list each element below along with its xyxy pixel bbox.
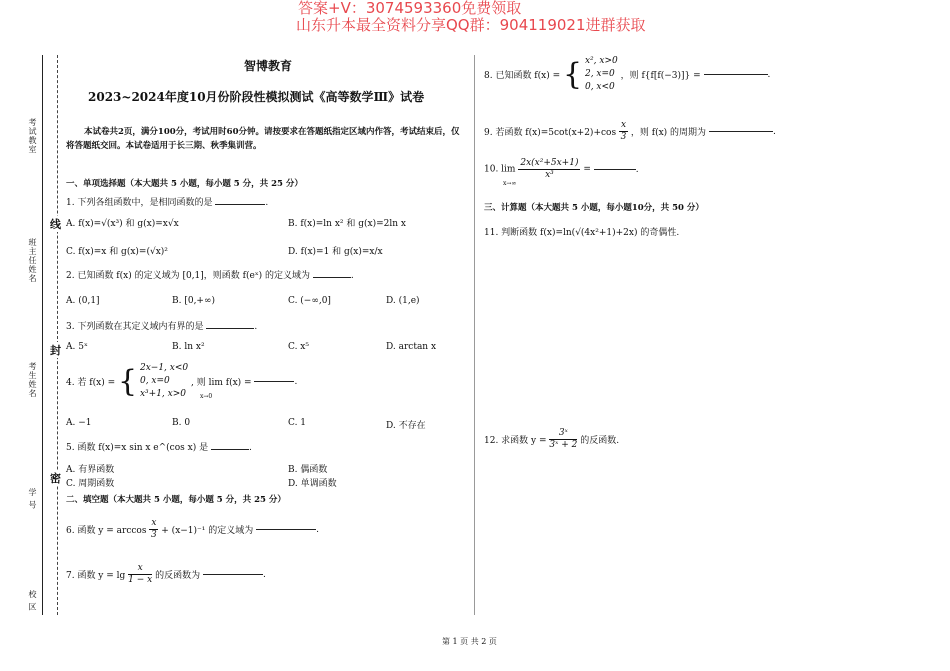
label-teacher-name: 班主任姓名	[28, 238, 37, 283]
q11-stem: 11. 判断函数 f(x)=ln(√(4x²+1)+2x) 的奇偶性.	[484, 228, 680, 238]
q1-option-c: C. f(x)=x 和 g(x)=(√x)²	[66, 247, 168, 257]
q12-stem: 12. 求函数 y = $\frac{\text{3ˣ}}{\text{3ˣ + 2}}$ 的反函数.	[484, 428, 620, 450]
q8-stem: 8. 已知函数 f(x) = { x², x>0 2, x=0 0, x<0 ，则 f{f[f(−3)]} = .	[484, 56, 771, 92]
q3-option-c: C. x⁵	[288, 342, 309, 352]
q7-stem: 7. 函数 y = lg $\frac{x}{1 - x}$ 的反函数为 .	[66, 563, 266, 585]
section1-heading: 一、单项选择题（本大题共 5 小题，每小题 5 分，共 25 分）	[66, 179, 303, 189]
q2-option-b: B. [0,+∞)	[172, 296, 215, 306]
exam-instructions: 本试卷共2页，满分100分，考试用时60分钟。请按要求在答题纸指定区域内作答，考试结束后，仅将答题纸交回。本试卷适用于长三期、秋季集训营。	[66, 127, 460, 151]
q5-option-d: D. 单调函数	[288, 479, 337, 489]
section2-heading: 二、填空题（本大题共 5 小题，每小题 5 分，共 25 分）	[66, 495, 286, 505]
q4-option-b: B. 0	[172, 418, 191, 428]
label-student-name: 考生姓名	[28, 362, 37, 398]
seal-char-seal: 封	[50, 344, 61, 357]
q4-stem: 4. 若 f(x) = { 2x−1, x<0 0, x=0 x³+1, x>0 , 则 lim f(x) = .	[66, 363, 298, 399]
q1-option-b: B. f(x)=ln x² 和 g(x)=2ln x	[288, 219, 406, 229]
q1-option-d: D. f(x)=1 和 g(x)=x/x	[288, 247, 383, 257]
q4-option-c: C. 1	[288, 418, 307, 428]
q3-option-b: B. ln x²	[172, 342, 205, 352]
binding-line-outer	[42, 55, 43, 615]
label-exam-room: 考试教室	[28, 118, 37, 154]
q3-stem: 3. 下列函数在其定义域内有界的是 .	[66, 322, 258, 332]
watermark-line-1: 答案+V：3074593360免费领取	[298, 0, 522, 17]
q2-stem: 2. 已知函数 f(x) 的定义域为 [0,1]，则函数 f(eˣ) 的定义域为 .	[66, 271, 354, 281]
seal-char-line: 线	[50, 218, 61, 231]
q1-option-a: A. f(x)=√(x³) 和 g(x)=x√x	[66, 219, 179, 229]
q2-option-a: A. (0,1]	[66, 296, 100, 306]
q5-stem: 5. 函数 f(x)=x sin x e^(cos x) 是 .	[66, 443, 252, 453]
q5-option-a: A. 有界函数	[66, 465, 115, 475]
column-divider	[474, 55, 475, 615]
binding-line-dashed	[57, 55, 59, 615]
q1-stem: 1. 下列各组函数中，是相同函数的是 .	[66, 198, 269, 208]
q4-lim-sub: x→0	[200, 393, 213, 400]
exam-title: 2023~2024年度10月份阶段性模拟测试《高等数学Ⅲ》试卷	[88, 90, 425, 104]
page-number: 第 1 页 共 2 页	[442, 637, 497, 646]
q10-lim-sub: x→∞	[503, 180, 517, 187]
q9-stem: 9. 若函数 f(x)=5cot(x+2)+cos $\frac{x}{3}$ ，则 f(x) 的周期为 .	[484, 120, 776, 142]
label-student-id: 学 号	[28, 488, 37, 510]
q5-option-b: B. 偶函数	[288, 465, 328, 475]
q3-option-a: A. 5ˣ	[66, 342, 88, 352]
q3-option-d: D. arctan x	[386, 342, 437, 352]
section3-heading: 三、计算题（本大题共 5 小题，每小题10分，共 50 分）	[484, 203, 704, 213]
q2-option-d: D. (1,e)	[386, 296, 420, 306]
q6-stem: 6. 函数 y = arccos $\frac{x}{3}$ + (x−1)⁻¹ 的定义域为 .	[66, 518, 320, 540]
q4-option-a: A. −1	[66, 418, 92, 428]
q4-option-d: D. 不存在	[386, 421, 426, 431]
watermark-line-2: 山东升本最全资料分享QQ群：904119021进群获取	[296, 16, 646, 34]
school-name: 智博教育	[244, 59, 293, 73]
label-campus: 校 区	[28, 590, 37, 612]
seal-char-secret: 密	[50, 472, 61, 485]
q10-stem: 10. lim $\frac{\text{2x(x²+5x+1)}}{\text{x³}}$ = .	[484, 158, 639, 180]
q2-option-c: C. (−∞,0]	[288, 296, 331, 306]
q5-option-c: C. 周期函数	[66, 479, 115, 489]
